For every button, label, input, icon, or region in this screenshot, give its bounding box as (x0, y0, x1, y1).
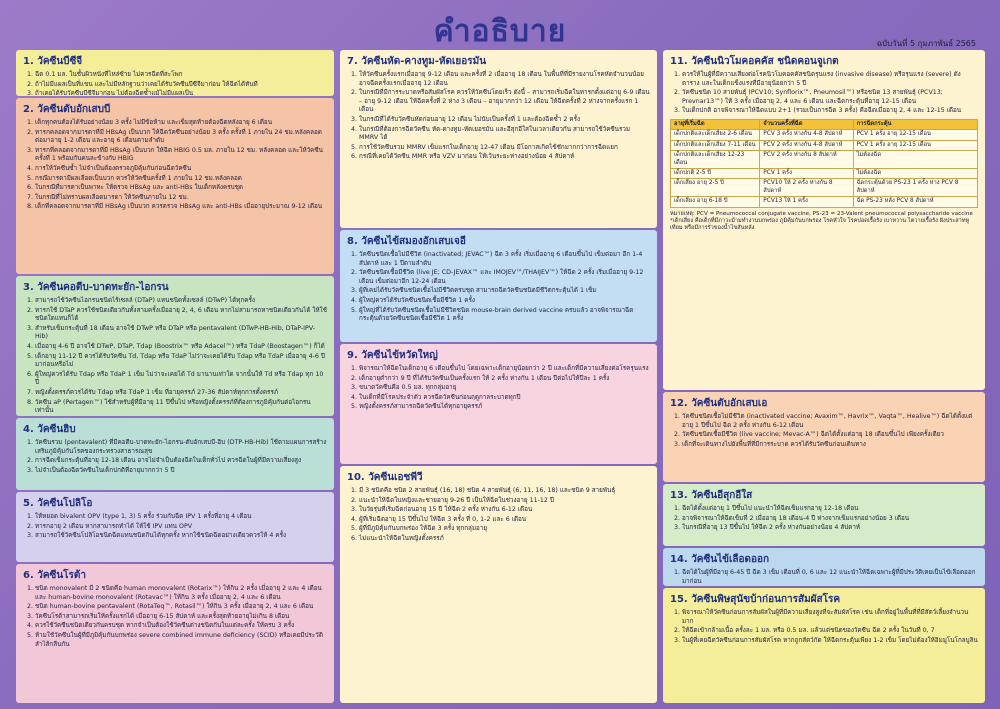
section-japanese-encephalitis (340, 230, 657, 342)
section-hpv (340, 466, 657, 703)
list-item: 2. ทารกใช้ DTaP ควรใช้ชนิดเดียวกันทั้งสามครั้งเมื่ออายุ 2, 4, 6 เดือน หากไม่สามารถหาชนิดเดียวกันได้ ให้ใช้ชนิดใดแทนก็ได้ (35, 307, 327, 324)
list-item: 3. เด็กที่จะเดินทางไปยังพื้นที่ที่มีการระบาด ควรได้รับวัคซีนก่อนเดินทาง (682, 441, 978, 450)
section-heading: 15. วัคซีนพิษสุนัขบ้าก่อนการสัมผัสโรค (670, 594, 841, 605)
section-heading: 5. วัคซีนโปลิโอ (23, 498, 93, 509)
section-heading: 8. วัคซีนไข้สมองอักเสบเจอี (347, 236, 466, 247)
list-item: 6. ผู้ใหญ่ควรได้รับ Tdap หรือ TdaP 1 เข็ม ไม่ว่าจะเคยได้ Td มานานเท่าใด จากนั้นให้ Td หรือ Tdap ทุก 10 ปี (35, 371, 327, 388)
column-left (16, 50, 334, 703)
list-item: 4. การให้วัคซีนซ้ำ ไม่จำเป็นต้องตรวจภูมิคุ้มกันก่อนฉีดวัคซีน (35, 165, 327, 174)
column-right (663, 50, 985, 703)
list-item: 6. กรณีที่เคยได้วัคซีน MMR หรือ VZV มาก่อน ให้เว้นระยะห่างอย่างน้อย 4 สัปดาห์ (359, 153, 650, 162)
list-item: 4. ผู้ใหญ่ควรได้รับวัคซีนชนิดเชื้อมีชีวิต 1 ครั้ง (359, 297, 650, 306)
table-cell: PCV 3 ครั้ง ห่างกัน 4-8 สัปดาห์ (760, 130, 853, 140)
table-cell: ฉีด PS-23 หลัง PCV 8 สัปดาห์ (853, 197, 977, 207)
list-item: 3. ขนาดวัคซีนคือ 0.5 มล. ทุกกลุ่มอายุ (359, 384, 650, 393)
list-item: 1. วัคซีนรวม (pentavalent) ที่มีคอตีบ-บาดทะยัก-ไอกรน-ตับอักเสบบี-ฮิบ (DTP-HB-Hib) ใช้ตามแผนการสร้างเสริมภูมิคุ้มกันโรคของกระทรวงสาธารณสุข (35, 439, 327, 456)
list-item: 6. ไม่แนะนำให้ฉีดในหญิงตั้งครรภ์ (359, 535, 650, 544)
section-varicella (663, 484, 985, 546)
list-item: 3. สำหรับเข็มกระตุ้นที่ 18 เดือน อาจใช้ DTwP หรือ DTaP หรือ pentavalent (DTwP-HB-Hib, DTaP-IPV-Hib) (35, 325, 327, 342)
table-header: จำนวนครั้งที่ฉีด (760, 119, 853, 129)
list-item: 3. ผู้ที่เคยได้รับวัคซีนชนิดเชื้อไม่มีชีวิตครบชุด สามารถฉีดวัคซีนชนิดมีชีวิตกระตุ้นได้ 1 เข็ม (359, 287, 650, 296)
table-row (671, 179, 978, 197)
page-title: คำอธิบาย (433, 14, 567, 49)
list-item: 1. ฉีด 0.1 มล. ในชั้นผิวหนังที่ไหล่ซ้าย ไม่ควรฉีดที่สะโพก (35, 71, 327, 80)
list-item: 2. ทารกอายุ 2 เดือน หากสามารถทำได้ ให้ใช้ IPV แทน OPV (35, 523, 327, 532)
table-cell: เด็กเสี่ยง อายุ 6-18 ปี (671, 197, 760, 207)
list-item: 8. วัคซีน aP (Pertagen™) ใช้สำหรับผู้ที่มีอายุ 11 ปีขึ้นไป หรือหญิงตั้งครรภ์ที่ต้องการภูมิคุ้มกันต่อไอกรนเท่านั้น (35, 399, 327, 416)
section-heading: 11. วัคซีนนิวโมคอคคัส ชนิดคอนจูเกต (670, 56, 839, 67)
list-item: 5. การใช้วัคซีนรวม MMRV เข็มแรกในเด็กอายุ 12-47 เดือน มีโอกาสเกิดไข้ชักมากกว่าการฉีดแยก (359, 144, 650, 153)
section-mmr (340, 50, 657, 228)
list-item: 2. ทารกคลอดจากมารดาที่มี HBsAg เป็นบวก ให้ฉีดวัคซีนอย่างน้อย 3 ครั้ง ครั้งที่ 1 ภายใน 24 ชม.หลังคลอด ต่อมาอายุ 1-2 เดือน และอายุ 6 เดือนตามลำดับ (35, 129, 327, 146)
list-item: 1. ควรให้ในผู้ที่มีความเสี่ยงต่อโรคนิวโมคอคคัสชนิดรุนแรง (invasive disease) หรือรุนแรง (severe) ดังตาราง และในเด็กแข็งแรงที่มีอายุน้อยกว่า 5 ปี (682, 71, 978, 88)
section-dengue (663, 548, 985, 586)
section-heading: 3. วัคซีนคอตีบ-บาดทะยัก-ไอกรน (23, 282, 169, 293)
list-item: 2. แนะนำให้ฉีดในหญิงและชายอายุ 9-26 ปี เป็นให้ฉีดในช่วงอายุ 11-12 ปี (359, 497, 650, 506)
list-item: 2. ชนิด human-bovine pentavalent (RotaTeq™, Rotasil™) ให้กิน 3 ครั้ง เมื่ออายุ 2, 4 และ 6 เดือน (35, 603, 327, 612)
section-heading: 4. วัคซีนฮิบ (23, 424, 76, 435)
list-item: 3. ในกรณีที่ได้รับวัคซีนหัดก่อนอายุ 12 เดือน ไม่นับเป็นครั้งที่ 1 และต้องฉีดซ้ำ 2 ครั้ง (359, 116, 650, 125)
list-item: 5. ผู้ที่มีภูมิคุ้มกันบกพร่อง ให้ฉีด 3 ครั้ง ทุกกลุ่มอายุ (359, 525, 650, 534)
list-item: 1. มี 3 ชนิดคือ ชนิด 2 สายพันธุ์ (16, 18) ชนิด 4 สายพันธุ์ (6, 11, 16, 18) และชนิด 9 สายพันธุ์ (359, 487, 650, 496)
list-item: 3. ในเด็กปกติ อาจพิจารณาให้ฉีดแบบ 2+1 (รวมเป็นการฉีด 3 ครั้ง) คือฉีดเมื่ออายุ 2, 4 และ 12-15 เดือน (682, 107, 978, 116)
list-item: 5. ผู้ใหญ่ที่ได้รับวัคซีนชนิดเชื้อไม่มีชีวิตชนิด mouse-brain derived vaccine ครบแล้ว อาจพิจารณาฉีดกระตุ้นด้วยวัคซีนชนิดเชื้อมีชีวิต 1 ครั้ง (359, 307, 650, 324)
list-item: 2. อาจพิจารณาให้ฉีดเข็มที่ 2 เมื่ออายุ 18 เดือน-4 ปี ห่างจากเข็มแรกอย่างน้อย 3 เดือน (682, 515, 978, 524)
table-cell: เด็กเสี่ยง อายุ 2-5 ปี (671, 179, 760, 197)
list-item: 5. ห้ามใช้วัคซีนในผู้ที่มีภูมิคุ้มกันบกพร่อง severe combined immune deficiency (SCID) หรือเคยมีประวัติลำไส้กลืนกัน (35, 632, 327, 649)
list-item: 5. กรณีมารดามีผลเลือดเป็นบวก ควรให้วัคซีนครั้งที่ 1 ภายใน 12 ชม.หลังคลอด (35, 175, 327, 184)
list-item: 1. เด็กทุกคนต้องได้รับอย่างน้อย 3 ครั้ง ไม่มีข้อห้าม และเข็มสุดท้ายต้องฉีดหลังอายุ 6 เดือน (35, 119, 327, 128)
table-row (671, 140, 978, 150)
section-heading: 7. วัคซีนหัด-คางทูม-หัดเยอรมัน (347, 56, 487, 67)
list-item: 5. เด็กอายุ 11-12 ปี ควรได้รับวัคซีน Td, Tdap หรือ TdaP ไม่ว่าจะเคยได้รับ Tdap หรือ TdaP เมื่ออายุ 4-6 ปี มาก่อนหรือไม่ (35, 353, 327, 370)
list-item: 3. ไม่จำเป็นต้องฉีดวัคซีนในเด็กปกติที่อายุมากกว่า 5 ปี (35, 467, 327, 476)
table-cell: PCV 1 ครั้ง (760, 169, 853, 179)
table-row (671, 197, 978, 207)
column-middle (340, 50, 657, 703)
list-item: 6. ในกรณีที่มารดาเป็นพาหะ ให้ตรวจ HBsAg และ anti-HBs ในเด็กหลังครบชุด (35, 184, 327, 193)
table-cell: PCV 1 ครั้ง อายุ 12-15 เดือน (853, 140, 977, 150)
list-item: 4. ควรใช้วัคซีนชนิดเดียวกันครบชุด หากจำเป็นต้องใช้วัคซีนต่างชนิดกันในแต่ละครั้ง ให้ครบ 3 ครั้ง (35, 622, 327, 631)
list-item: 1. ให้วัคซีนครั้งแรกเมื่ออายุ 9-12 เดือน และครั้งที่ 2 เมื่ออายุ 18 เดือน ในพื้นที่ที่มีรายงานโรคหัดจำนวนน้อยอาจฉีดครั้งแรกเมื่ออายุ 12 เดือน (359, 71, 650, 88)
list-item: 3. ในวัยรุ่นที่เริ่มฉีดก่อนอายุ 15 ปี ให้ฉีด 2 ครั้ง ห่างกัน 6-12 เดือน (359, 506, 650, 515)
list-item: 3. ในผู้ที่เคยฉีดวัคซีนก่อนการสัมผัสโรค หากถูกสัตว์กัด ให้ฉีดกระตุ้นเพียง 1-2 เข็ม โดยไม่ต้องให้อิมมูโนโกลบูลิน (682, 637, 978, 646)
list-item: 4. ในกรณีที่ต้องการฉีดวัคซีน หัด-คางทูม-หัดเยอรมัน และอีสุกอีใสในเวลาเดียวกัน สามารถใช้วัคซีนรวม MMRV ได้ (359, 126, 650, 143)
table-cell: ไม่ต้องฉีด (853, 169, 977, 179)
list-item: 2. เด็กอายุต่ำกว่า 9 ปี ที่ได้รับวัคซีนเป็นครั้งแรก ให้ 2 ครั้ง ห่างกัน 1 เดือน ปีต่อไปให้ปีละ 1 ครั้ง (359, 375, 650, 384)
table-header: การฉีดกระตุ้น (853, 119, 977, 129)
document-date: ฉบับวันที่ 5 กุมภาพันธ์ 2565 (876, 39, 976, 48)
section-heading: 2. วัคซีนตับอักเสบบี (23, 104, 111, 115)
section-rabies (663, 588, 985, 703)
table-cell: PCV 2 ครั้ง ห่างกัน 8 สัปดาห์ (760, 151, 853, 169)
section-hib (16, 418, 334, 490)
section-heading: 14. วัคซีนไข้เลือดออก (670, 554, 770, 565)
list-item: 7. หญิงตั้งครรภ์ควรได้รับ Tdap หรือ TdaP 1 เข็ม ที่อายุครรภ์ 27-36 สัปดาห์ทุกการตั้งครรภ์ (35, 389, 327, 398)
list-item: 4. ในเด็กที่มีโรคประจำตัว ควรฉีดวัคซีนก่อนฤดูกาลระบาดทุกปี (359, 394, 650, 403)
list-item: 1. วัคซีนชนิดเชื้อไม่มีชีวิต (inactivated vaccine; Avaxim™, Havrix™, Vaqta™, Healive™) ฉีดได้ตั้งแต่อายุ 1 ปีขึ้นไป ฉีด 2 ครั้ง ห่างกัน 6-12 เดือน (682, 413, 978, 430)
list-item: 2. วัคซีนชนิด 10 สายพันธุ์ (PCV10; Synflorix™, Pneumosil™) หรือชนิด 13 สายพันธุ์ (PCV13; Prevnar13™) ให้ 3 ครั้ง เมื่ออายุ 2, 4 และ 6 เดือน และฉีดกระตุ้นที่อายุ 12-15 เดือน (682, 89, 978, 106)
table-cell: ไม่ต้องฉีด (853, 151, 977, 169)
table-cell: PCV 1 ครั้ง อายุ 12-15 เดือน (853, 130, 977, 140)
section-dtp (16, 276, 334, 416)
list-item: 4. เมื่ออายุ 4-6 ปี อาจใช้ DTwP, DTaP, Tdap (Boostrix™ หรือ Adacel™) หรือ TdaP (Boostagen™) ก็ได้ (35, 343, 327, 352)
list-item: 1. พิจารณาให้วัคซีนก่อนการสัมผัสในผู้ที่มีความเสี่ยงสูงที่จะสัมผัสโรค เช่น เด็กที่อยู่ในพื้นที่ที่มีสัตว์เลี้ยงจำนวนมาก (682, 609, 978, 626)
list-item: 1. ฉีดได้ตั้งแต่อายุ 1 ปีขึ้นไป แนะนำให้ฉีดเข็มแรกอายุ 12-18 เดือน (682, 505, 978, 514)
list-item: 2. วัคซีนชนิดเชื้อมีชีวิต (live JE; CD-JEVAX™ และ IMOJEV™/THAIJEV™) ให้ฉีด 2 ครั้ง เริ่มเมื่ออายุ 9-12 เดือน เข็มต่อมาอีก 12-24 เดือน (359, 269, 650, 286)
table-cell: เด็กปกติและเด็กเสี่ยง 2-6 เดือน (671, 130, 760, 140)
section-heading: 13. วัคซีนอีสุกอีใส (670, 490, 753, 501)
list-item: 2. ถ้าไม่มีแผลเป็นที่แขน และไม่มีหลักฐานว่าเคยได้รับวัคซีนบีซีจีมาก่อน ให้ฉีดได้ทันที (35, 81, 327, 90)
section-influenza (340, 344, 657, 464)
table-cell: ฉีดกระตุ้นด้วย PS-23 1 ครั้ง ห่าง PCV 8 สัปดาห์ (853, 179, 977, 197)
section-hepatitis-a (663, 392, 985, 482)
section-heading: 10. วัคซีนเอชพีวี (347, 472, 423, 483)
list-item: 3. ในกรณีที่อายุ 13 ปีขึ้นไป ให้ฉีด 2 ครั้ง ห่างกันอย่างน้อย 4 สัปดาห์ (682, 524, 978, 533)
list-item: 2. วัคซีนชนิดเชื้อมีชีวิต (live vaccine; Mevac-A™) ฉีดได้ตั้งแต่อายุ 18 เดือนขึ้นไป เพียงครั้งเดียว (682, 431, 978, 440)
section-polio (16, 492, 334, 562)
table-cell: PCV 2 ครั้ง ห่างกัน 4-8 สัปดาห์ (760, 140, 853, 150)
table-cell: PCV13 ให้ 1 ครั้ง (760, 197, 853, 207)
section-pneumococcal (663, 50, 985, 390)
list-item: 3. ทารกที่คลอดจากมารดาที่มี HBsAg เป็นบวก ให้ฉีด HBIG 0.5 มล. ภายใน 12 ชม. หลังคลอด และให้วัคซีนครั้งที่ 1 พร้อมกันคนละข้างกับ HBIG (35, 147, 327, 164)
list-item: 3. วัคซีนโรต้าสามารถเริ่มให้ครั้งแรกได้ เมื่ออายุ 6-15 สัปดาห์ และครั้งสุดท้ายอายุไม่เกิน 8 เดือน (35, 613, 327, 622)
list-item: 8. เด็กที่คลอดจากมารดาที่มี HBsAg เป็นบวก ควรตรวจ HBsAg และ anti-HBs เมื่ออายุประมาณ 9-12 เดือน (35, 203, 327, 212)
list-item: 1. ชนิด monovalent มี 2 ชนิดคือ human monovalent (Rotarix™) ให้กิน 2 ครั้ง เมื่ออายุ 2 และ 4 เดือน และ human-bovine monovalent (Rotavac™) ให้กิน 3 ครั้ง เมื่ออายุ 2, 4 และ 6 เดือน (35, 585, 327, 602)
list-item: 7. ในกรณีที่ไม่ทราบผลเลือดมารดา ให้วัคซีนภายใน 12 ชม. (35, 194, 327, 203)
list-item: 2. ในกรณีที่มีการระบาดหรือสัมผัสโรค ควรให้วัคซีนโดยเร็ว ดังนี้ – สามารถเริ่มฉีดในทารกตั้งแต่อายุ 6-9 เดือน – อายุ 9-12 เดือน ให้ฉีดครั้งที่ 2 ห่าง 3 เดือน – อายุมากกว่า 12 เดือน ให้ฉีดครั้งที่ 2 ห่างจากครั้งแรก 1 เดือน (359, 89, 650, 115)
list-item: 5. หญิงตั้งครรภ์สามารถฉีดวัคซีนได้ทุกอายุครรภ์ (359, 403, 650, 412)
table-note: หมายเหตุ: PCV = Pneumococcal conjugate vaccine, PS-23 = 23-Valent pneumococcal polysaccharide vaccine *เด็กเสี่ยง คือเด็กที่มีภาวะม้ามทำงานบกพร่อง ภูมิคุ้มกันบกพร่อง โรคหัวใจ โรคปอดเรื้อรัง เบาหวาน ไตวายเรื้อรัง ฝังประสาทหูเทียม หรือมีการรั่วของน้ำไขสันหลัง (670, 210, 973, 232)
list-item: 1. สามารถใช้วัคซีนไอกรนชนิดไร้เซลล์ (DTaP) แทนชนิดทั้งเซลล์ (DTwP) ได้ทุกครั้ง (35, 297, 327, 306)
list-item: 3. ถ้าเคยได้รับวัคซีนบีซีจีมาก่อน ไม่ต้องฉีดซ้ำแม้ไม่มีแผลเป็น (35, 90, 327, 96)
list-item: 1. ฉีดได้ในผู้ที่มีอายุ 6-45 ปี ฉีด 3 เข็ม เดือนที่ 0, 6 และ 12 แนะนำให้ฉีดเฉพาะผู้ที่มีประวัติเคยเป็นไข้เลือดออกมาก่อน (682, 569, 978, 586)
section-heading: 9. วัคซีนไข้หวัดใหญ่ (347, 350, 438, 361)
section-bcg (16, 50, 334, 96)
section-heading: 6. วัคซีนโรต้า (23, 570, 87, 581)
section-heading: 12. วัคซีนตับอักเสบเอ (670, 398, 768, 409)
section-rota (16, 564, 334, 703)
list-item: 2. การฉีดเข็มกระตุ้นที่อายุ 12-18 เดือน อาจไม่จำเป็นต้องฉีดในเด็กทั่วไป ควรฉีดในผู้ที่มีความเสี่ยงสูง (35, 457, 327, 466)
table-cell: เด็กปกติและเด็กเสี่ยง 12-23 เดือน (671, 151, 760, 169)
list-item: 1. ให้หยอด bivalent OPV (type 1, 3) 5 ครั้ง ร่วมกับฉีด IPV 1 ครั้งที่อายุ 4 เดือน (35, 513, 327, 522)
list-item: 3. สามารถใช้วัคซีนโปลิโอชนิดฉีดแทนชนิดกินได้ทุกครั้ง หากใช้ชนิดฉีดอย่างเดียวควรให้ 4 ครั้ง (35, 532, 327, 541)
table-row (671, 130, 978, 140)
table-row (671, 169, 978, 179)
list-item: 1. วัคซีนชนิดเชื้อไม่มีชีวิต (inactivated; JEVAC™) ฉีด 3 ครั้ง เริ่มเมื่ออายุ 6 เดือนขึ้นไป เข็มต่อมา อีก 1-4 สัปดาห์ และ 1 ปีตามลำดับ (359, 251, 650, 268)
table-cell: PCV10 ให้ 2 ครั้ง ห่างกัน 8 สัปดาห์ (760, 179, 853, 197)
pneumococcal-schedule-table (670, 119, 978, 208)
list-item: 1. พิจารณาให้ฉีดในเด็กอายุ 6 เดือนขึ้นไป โดยเฉพาะเด็กอายุน้อยกว่า 2 ปี และเด็กที่มีความเสี่ยงต่อโรครุนแรง (359, 365, 650, 374)
list-item: 2. ให้ฉีดเข้ากล้ามเนื้อ ครั้งละ 1 มล. หรือ 0.5 มล. แล้วแต่ชนิดของวัคซีน ฉีด 2 ครั้ง ในวันที่ 0, 7 (682, 627, 978, 636)
table-cell: เด็กปกติและเด็กเสี่ยง 7-11 เดือน (671, 140, 760, 150)
section-heading: 1. วัคซีนบีซีจี (23, 56, 83, 67)
table-row (671, 151, 978, 169)
list-item: 4. ผู้ที่เริ่มฉีดอายุ 15 ปีขึ้นไป ให้ฉีด 3 ครั้ง ที่ 0, 1-2 และ 6 เดือน (359, 516, 650, 525)
table-cell: เด็กปกติ 2-5 ปี (671, 169, 760, 179)
table-header: อายุที่เริ่มฉีด (671, 119, 760, 129)
section-hepatitis-b (16, 98, 334, 274)
